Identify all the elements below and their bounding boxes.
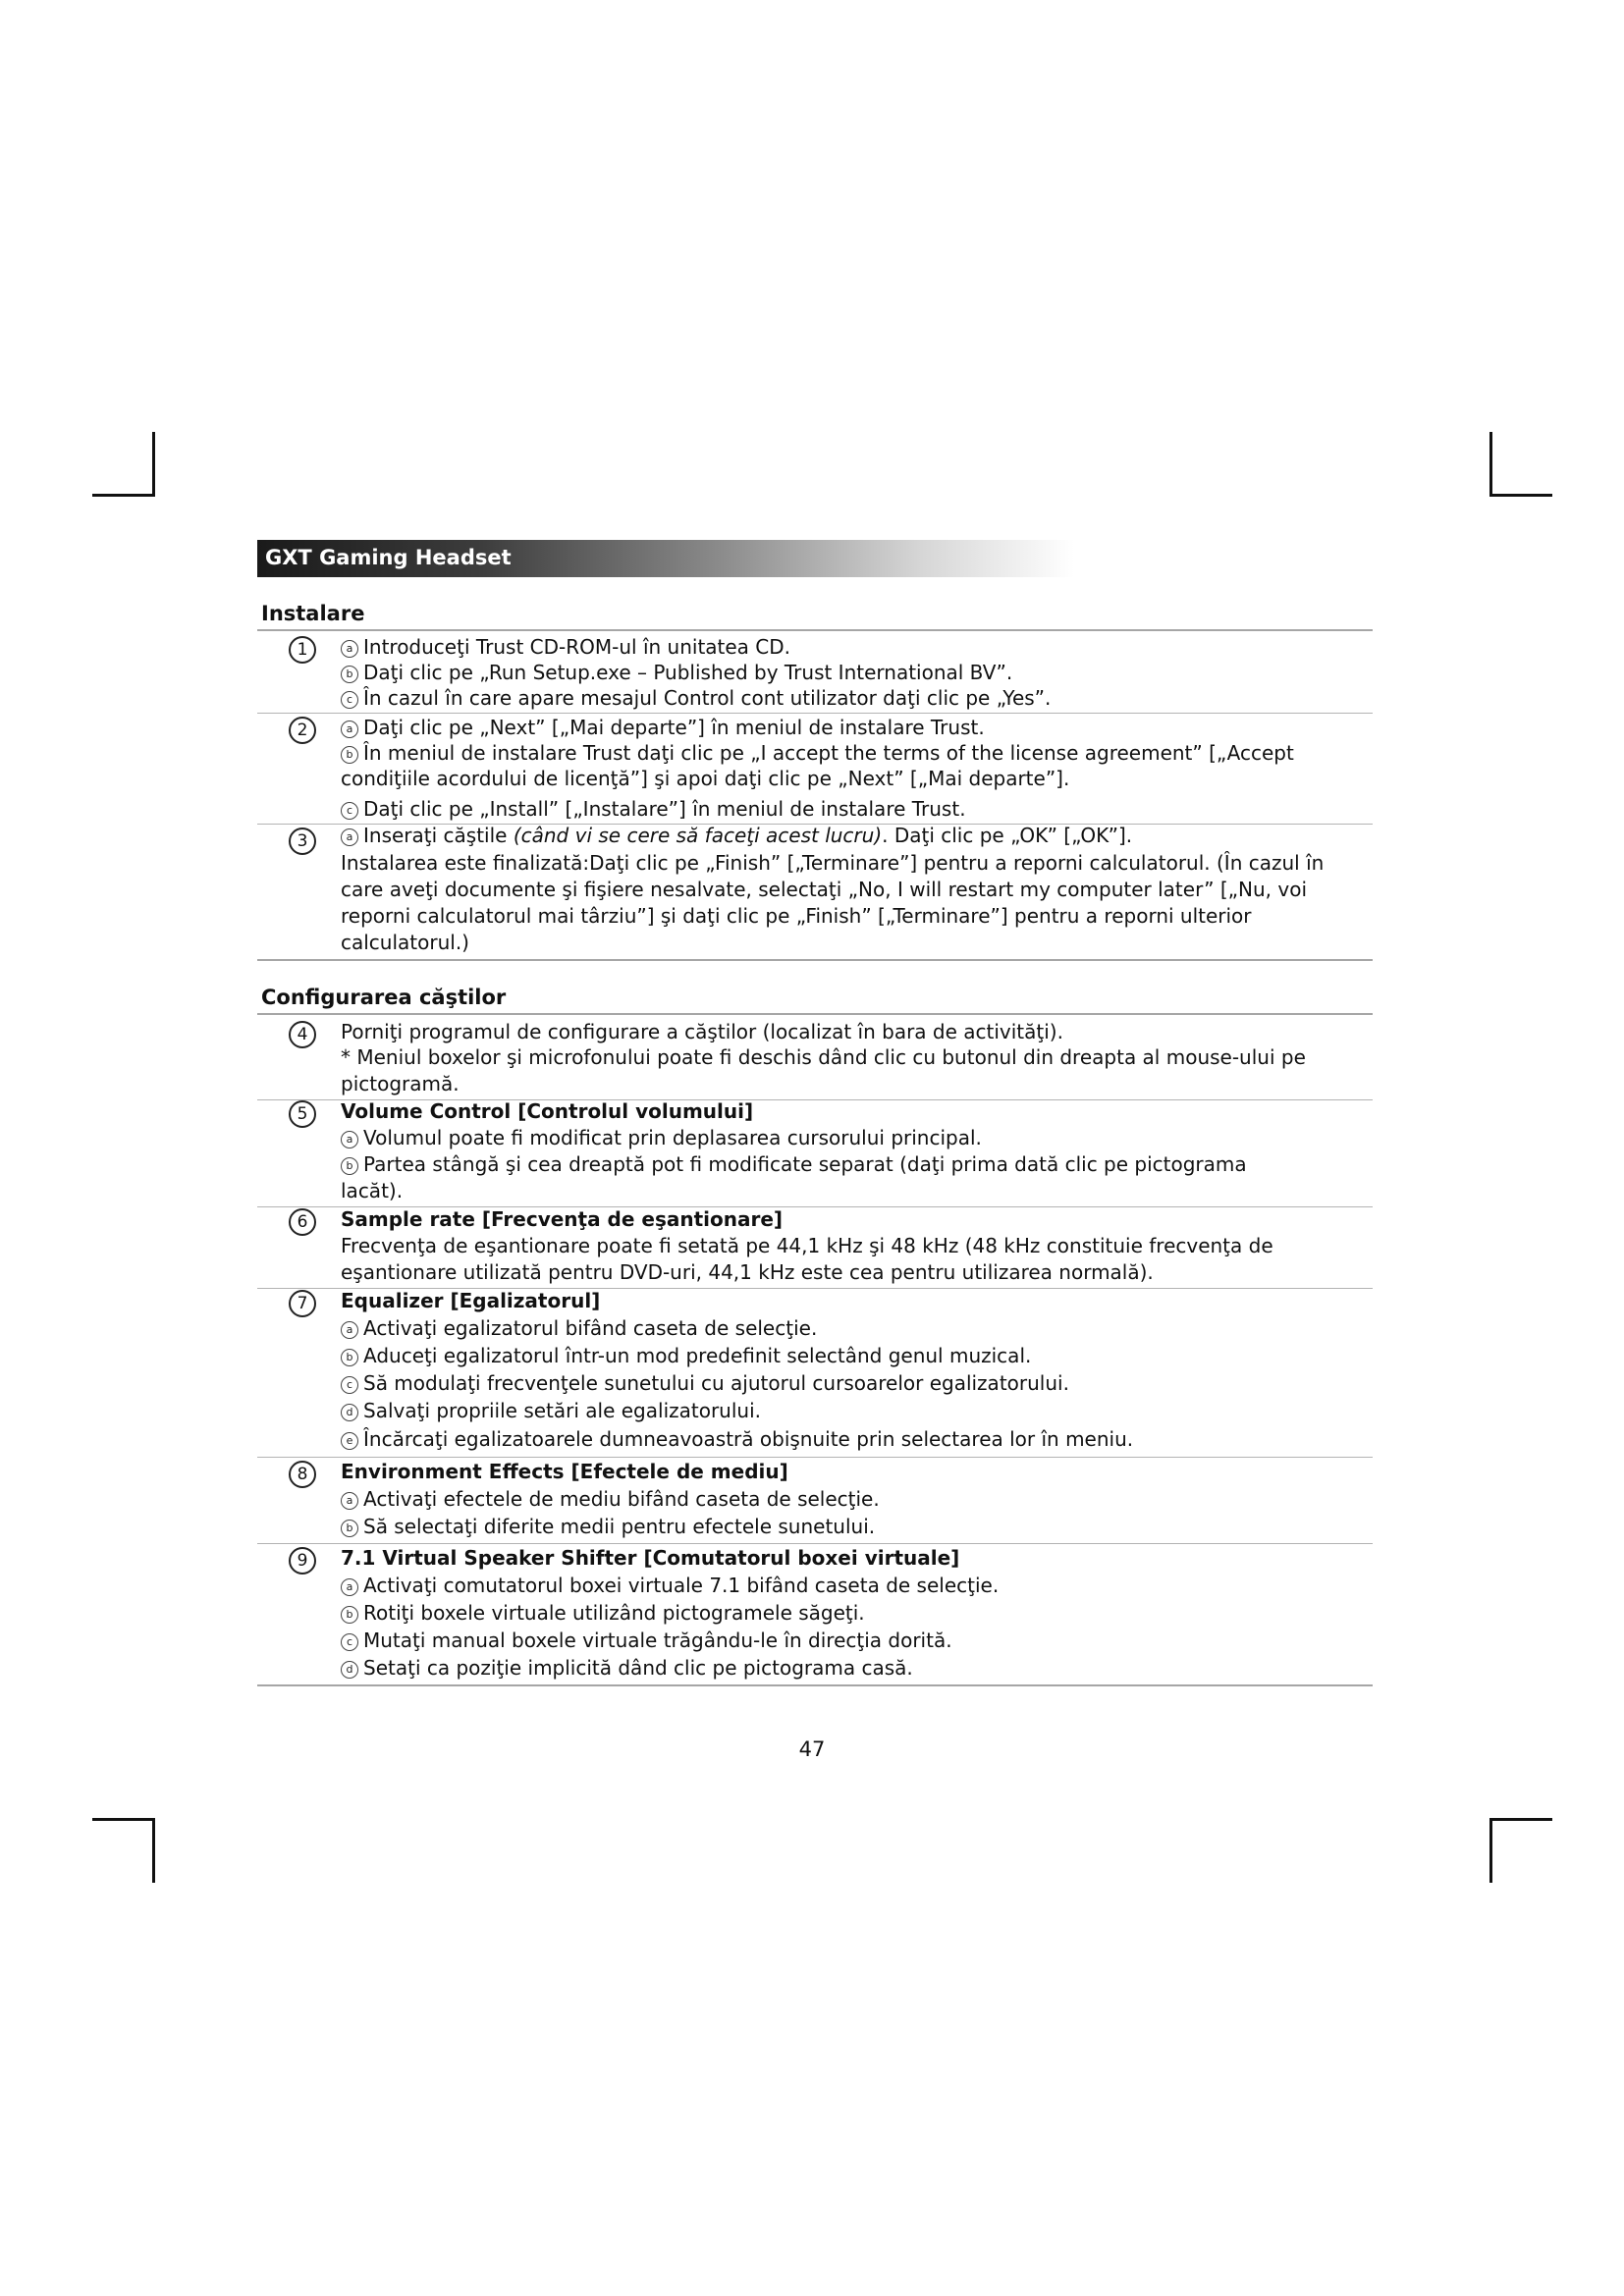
step-1b — [341, 660, 1012, 685]
step-8-title: Environment Effects [Efectele de mediu] — [341, 1460, 788, 1483]
step-6-line-2: eşantionare utilizată pentru DVD-uri, 44,1 kHz este cea pentru utilizarea normală). — [341, 1260, 1154, 1284]
letter-b-icon: b — [341, 1349, 358, 1366]
step-7a-text: Activaţi egalizatorul bifând caseta de selecţie. — [363, 1316, 818, 1340]
step-9b — [341, 1600, 865, 1626]
step-1a — [341, 634, 790, 660]
letter-a-icon: a — [341, 828, 358, 846]
step-3-line-1: Instalarea este finalizată:Daţi clic pe „Finish” [„Terminare”] pentru a reporni calculatorul. (În cazul în — [341, 851, 1325, 875]
section-rule — [257, 1684, 1373, 1686]
step-7e — [341, 1426, 1133, 1452]
letter-a-icon: a — [341, 1578, 358, 1596]
letter-a-icon: a — [341, 1321, 358, 1339]
step-7-title: Equalizer [Egalizatorul] — [341, 1289, 601, 1312]
crop-mark-top-right-vertical — [1489, 432, 1492, 497]
step-8b — [341, 1514, 875, 1539]
step-2c — [341, 796, 966, 822]
letter-b-icon: b — [341, 1520, 358, 1537]
step-number-8: 8 — [289, 1461, 316, 1488]
step-7e-text: Încărcaţi egalizatoarele dumneavoastră obişnuite prin selectarea lor în meniu. — [363, 1427, 1134, 1451]
step-8b-text: Să selectaţi diferite medii pentru efectele sunetului. — [363, 1515, 876, 1538]
step-2b-text: În meniul de instalare Trust daţi clic pe „I accept the terms of the license agreement” [„Accept — [363, 741, 1294, 765]
letter-b-icon: b — [341, 1606, 358, 1624]
step-7d — [341, 1398, 761, 1423]
step-2b-continued: condiţiile acordului de licenţă”] şi apoi daţi clic pe „Next” [„Mai departe”]. — [341, 767, 1070, 790]
step-5b-continued: lacăt). — [341, 1179, 404, 1202]
section-rule — [257, 959, 1373, 961]
step-8a-text: Activaţi efectele de mediu bifând caseta de selecţie. — [363, 1487, 880, 1511]
crop-mark-top-right-horizontal — [1489, 494, 1552, 497]
step-1c-text: În cazul în care apare mesajul Control cont utilizator daţi clic pe „Yes”. — [363, 686, 1052, 710]
step-9c — [341, 1628, 952, 1653]
crop-mark-bottom-right-vertical — [1489, 1818, 1492, 1883]
step-number-4: 4 — [289, 1021, 316, 1048]
step-number-5: 5 — [289, 1100, 316, 1128]
step-5-title: Volume Control [Controlul volumului] — [341, 1099, 754, 1123]
step-3a-text: Inseraţi căştile — [363, 824, 514, 847]
step-7b-text: Aduceţi egalizatorul într-un mod predefinit selectând genul muzical. — [363, 1344, 1032, 1367]
step-rule — [257, 713, 1373, 714]
letter-c-icon: c — [341, 691, 358, 709]
letter-c-icon: c — [341, 802, 358, 820]
header-bar — [257, 540, 1278, 577]
crop-mark-bottom-left-horizontal — [92, 1818, 155, 1821]
crop-mark-top-left-vertical — [152, 432, 155, 497]
document-title: GXT Gaming Headset — [265, 546, 512, 569]
step-2a — [341, 715, 985, 740]
page-number: 47 — [798, 1737, 826, 1761]
step-8a — [341, 1486, 880, 1512]
step-4-line-3: pictogramă. — [341, 1072, 460, 1095]
section-title-configurare: Configurarea căştilor — [261, 986, 507, 1009]
letter-d-icon: d — [341, 1661, 358, 1679]
step-number-9: 9 — [289, 1547, 316, 1575]
step-4-line-1: Porniţi programul de configurare a căştilor (localizat în bara de activităţi). — [341, 1020, 1063, 1043]
step-3-line-3: reporni calculatorul mai târziu”] şi daţi clic pe „Finish” [„Terminare”] pentru a reporni ulterior — [341, 904, 1252, 928]
step-number-7: 7 — [289, 1290, 316, 1317]
step-9b-text: Rotiţi boxele virtuale utilizând pictogramele săgeţi. — [363, 1601, 865, 1625]
letter-b-icon: b — [341, 666, 358, 683]
step-3-line-2: care aveţi documente şi fişiere nesalvate, selectaţi „No, I will restart my computer later” [„Nu, voi — [341, 878, 1307, 901]
step-9c-text: Mutaţi manual boxele virtuale trăgându-le în direcţia dorită. — [363, 1629, 952, 1652]
letter-a-icon: a — [341, 1492, 358, 1510]
step-9a-text: Activaţi comutatorul boxei virtuale 7.1 bifând caseta de selecţie. — [363, 1574, 1000, 1597]
step-1b-text: Daţi clic pe „Run Setup.exe – Published by Trust International BV”. — [363, 661, 1013, 684]
step-2b — [341, 740, 1294, 766]
step-rule — [257, 1457, 1373, 1458]
letter-b-icon: b — [341, 1157, 358, 1175]
step-7d-text: Salvaţi propriile setări ale egalizatorului. — [363, 1399, 761, 1422]
step-9d-text: Setaţi ca poziţie implicită dând clic pe pictograma casă. — [363, 1656, 913, 1680]
step-rule — [257, 1543, 1373, 1544]
letter-a-icon: a — [341, 721, 358, 738]
step-6-line-1: Frecvenţa de eşantionare poate fi setată pe 44,1 kHz şi 48 kHz (48 kHz constituie frecvenţa de — [341, 1234, 1273, 1257]
step-9-title: 7.1 Virtual Speaker Shifter [Comutatorul boxei virtuale] — [341, 1546, 960, 1570]
step-number-6: 6 — [289, 1208, 316, 1236]
step-5b — [341, 1151, 1247, 1177]
step-6-title: Sample rate [Frecvenţa de eşantionare] — [341, 1207, 784, 1231]
letter-a-icon: a — [341, 1131, 358, 1148]
step-number-3: 3 — [289, 828, 316, 855]
step-3a-italic: (când vi se cere să faceţi acest lucru) — [513, 824, 883, 847]
crop-mark-top-left-horizontal — [92, 494, 155, 497]
letter-c-icon: c — [341, 1633, 358, 1651]
step-9a — [341, 1573, 999, 1598]
step-7c-text: Să modulaţi frecvenţele sunetului cu ajutorul cursoarelor egalizatorului. — [363, 1371, 1069, 1395]
step-7c — [341, 1370, 1069, 1396]
letter-b-icon: b — [341, 746, 358, 764]
step-5a-text: Volumul poate fi modificat prin deplasarea cursorului principal. — [363, 1126, 982, 1149]
letter-a-icon: a — [341, 640, 358, 658]
crop-mark-bottom-right-horizontal — [1489, 1818, 1552, 1821]
crop-mark-bottom-left-vertical — [152, 1818, 155, 1883]
step-1a-text: Introduceţi Trust CD-ROM-ul în unitatea CD. — [363, 635, 791, 659]
section-rule — [257, 629, 1373, 631]
letter-e-icon: e — [341, 1432, 358, 1450]
section-title-instalare: Instalare — [261, 602, 365, 625]
step-4-line-2: * Meniul boxelor şi microfonului poate fi deschis dând clic cu butonul din dreapta al mouse-ului pe — [341, 1045, 1306, 1069]
step-5b-text: Partea stângă şi cea dreaptă pot fi modificate separat (daţi prima dată clic pe pictograma — [363, 1152, 1247, 1176]
step-2a-text: Daţi clic pe „Next” [„Mai departe”] în meniul de instalare Trust. — [363, 716, 985, 739]
step-3a-text-end: . Daţi clic pe „OK” [„OK”]. — [882, 824, 1133, 847]
step-9d — [341, 1655, 913, 1681]
step-7b — [341, 1343, 1031, 1368]
step-2c-text: Daţi clic pe „Install” [„Instalare”] în meniul de instalare Trust. — [363, 797, 966, 821]
step-1c — [341, 685, 1051, 711]
step-5a — [341, 1125, 982, 1150]
step-3-line-4: calculatorul.) — [341, 931, 469, 954]
letter-d-icon: d — [341, 1404, 358, 1421]
step-number-1: 1 — [289, 636, 316, 664]
step-number-2: 2 — [289, 717, 316, 744]
step-3a — [341, 823, 1132, 848]
letter-c-icon: c — [341, 1376, 358, 1394]
section-rule — [257, 1013, 1373, 1015]
step-7a — [341, 1315, 817, 1341]
